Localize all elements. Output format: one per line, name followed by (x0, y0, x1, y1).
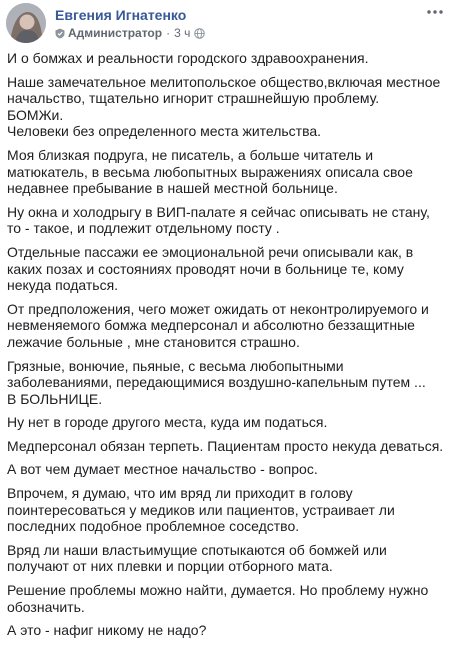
globe-icon (194, 28, 205, 39)
author-name[interactable]: Евгения Игнатенко (55, 7, 187, 23)
post-paragraph: Моя близкая подруга, не писатель, а больше читатель и матюкатель, в весьма любопытных выражениях описала свое недавнее пребывание в нашей местной больнице. (7, 146, 413, 197)
post-paragraph: Впрочем, я думаю, что им вряд ли приходит в голову поинтересоваться у медиков или пациентов, устраивает ли последних подобное проблемное соседство. (7, 485, 395, 535)
avatar[interactable] (6, 3, 46, 43)
post-paragraph: Вряд ли наши властьимущие спотыкаются об бомжей или получают от них плевки и порции отборного мата. (7, 541, 387, 575)
post-paragraph: А вот чем думает местное начальство - вопрос. (7, 461, 318, 478)
post-paragraph: Ну окна и холодрыгу в ВИП-палате я сейчас описывать не стану, то - такое, и подлежит отдельному посту . (7, 203, 430, 237)
post-paragraph: Отдельные пассажи ее эмоциональной речи описывали как, в каких позах и состояниях проводят ночи в больнице те, кому некуда податься. (7, 243, 414, 294)
post-meta (55, 26, 205, 40)
post-paragraph: И о бомжах и реальности городского здравоохранения. (7, 50, 369, 66)
post-paragraph: Ну нет в городе другого места, куда им податься. (7, 414, 328, 431)
post-time[interactable]: 3 ч (174, 26, 191, 40)
admin-badge-icon (55, 28, 65, 39)
post-paragraph: Наше замечательное мелитопольское общество,включая местное начальство, тщательно игнорит страшнейшую проблему. БОМЖи. Человеки без определенного места жительства. (7, 73, 441, 140)
author-role: Администратор (68, 26, 163, 40)
post-paragraph: А это - нафиг никому не надо? (7, 622, 207, 639)
meta-separator: · (166, 26, 171, 40)
post-text (7, 50, 445, 646)
post-header (0, 0, 450, 44)
post-paragraph: От предположения, чего может ожидать от неконтролируемого и невменяемого бомжа медперсонал и абсолютно беззащитные лежачие больные , мне становится страшно. (7, 300, 429, 350)
post-paragraph: Медперсонал обязан терпеть. Пациентам просто некуда деваться. (7, 437, 444, 454)
avatar-photo (6, 3, 46, 43)
post-paragraph: Грязные, вонючие, пьяные, с весьма любопытными заболеваниями, передающимися воздушно-капельным путем ... В БОЛЬНИЦЕ. (7, 357, 426, 407)
post-paragraph: Решение проблемы можно найти, думается. Но проблему нужно обозначить. (7, 582, 429, 615)
more-options-icon[interactable] (424, 4, 446, 20)
